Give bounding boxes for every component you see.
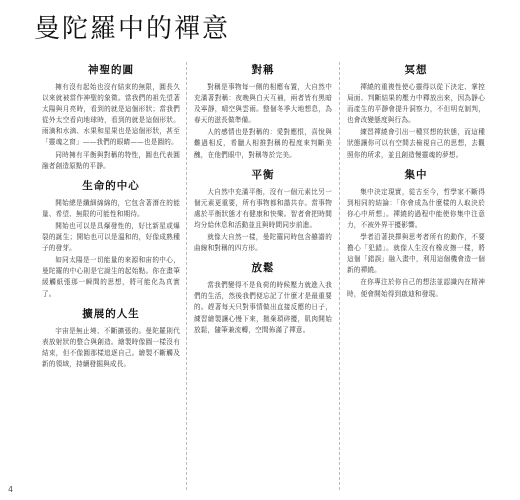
section-heading: 集中 [404,168,428,181]
article-section [42,62,180,172]
section-heading: 冥想 [404,64,428,76]
section-heading: 對稱 [251,64,275,76]
column-2 [194,58,332,488]
section-paragraph: 集中決定現實，從古至今，哲學家不斷得到相同的結論：「你會成為什麼樣的人取決於你心中所想」。禪繞的過程中能使你集中注意力，不被外界干擾影響。 [347,187,485,229]
section-paragraph: 就像大自然一樣，曼陀羅同時包含雖諧的曲線和對稱的四方形。 [194,233,332,253]
section-paragraph: 宇宙是無止境、不斷擴張的。曼陀羅則代表放射狀的整合與創造。繪製時像圓一樣沒有結束，但不像圓那樣追逐自己。繪製不斷觸及新的領域，持續發掘與成長。 [42,326,180,368]
page-title: 曼陀羅中的禪意 [34,14,231,44]
section-heading: 平衡 [251,168,275,181]
section-paragraph: 人的感情也是對稱的：愛對應恨，喜悅與難過相反，希臘人相推對稱的程度來判斷美醜，在他們眼中，對稱等於完美。 [194,128,332,159]
article-section [194,62,332,161]
article-section [42,178,180,300]
section-paragraph: 同時擁有平衡與對稱的特性，圓也代表圓融者創造原點的平靜。 [42,150,180,170]
section-paragraph: 大自然中充滿平衡，沒有一個元素比另一個元素更重要，所有事物都和諧共存。當事物處於平衡狀態才有健康和快樂。智者會把時間均分給休息和活動並且與時間同步前進。 [194,187,332,229]
article-section [194,260,332,335]
section-paragraph: 在你專注於你自己的想法並認識內在精神時，便會開始得到啟迪和發現。 [347,278,485,298]
article-section [42,306,180,370]
section-paragraph: 學者沿著抉擇與思考者所有的動作，不要擔心「犯錯」。就像人生沒有橡皮擦一樣，將這個「錯誤」融入畫中，利用這個機會造一個新的禪繞。 [347,233,485,275]
section-paragraph: 當我們變得不是負荷的時候壓力就進入我們的生活，然後我們便忘記了什麼才是最重要的。趕著每天只對事情做出直接反應的日子，練習繪製讓心慢下來，拋棄瑣碎擾，肌肉開始放鬆，隨筆兼流轉，空間佈滿了禪意。 [194,281,332,334]
column-3 [347,58,485,488]
section-paragraph: 如同太陽是一切能量的來源和宙的中心，曼陀羅的中心則是它誕生的起始點。你在畫筆緩觸紙張那一瞬間的思想，將可能化為真實了。 [42,256,180,298]
section-paragraph: 禪繞的重複性使心靈得以從下決定、掌控局面、判斷結果的壓力中釋放出來，因為靜心而產生的平靜會提升洞察力，不但明克制判，也會改變態度與行為。 [347,83,485,125]
section-heading: 神聖的圓 [88,64,134,76]
section-paragraph: 開始也可以是具爆發性的，好比新星或爆裂的誕生；開始也可以是溫和的，好像成熟種子的發芽。 [42,221,180,253]
section-heading: 生命的中心 [82,179,140,192]
section-paragraph: 練習禪繞會引出一種冥想的狀態，而這種狀態讓你可以有空間去檢視自己的思想，去觀照你的所求，並且創造慢靈魂的夢想。 [347,128,485,159]
section-heading: 擴展的人生 [82,307,140,320]
column-1 [42,58,180,488]
section-paragraph: 開始總是纖細綿綿的，它包含著潛在的能量、希望、無限的可能性和期待。 [42,198,180,218]
article-section [194,167,332,255]
column-divider [339,62,340,490]
section-paragraph: 擁有沒有起始也沒有結束的無限，圓長久以來就被當作神聖的象徵。當我們的祖先望著太陽與月亮時，看到的就是這個形狀；當我們從外太空看向地球時，看到的就是這個形狀。雨滴和水滴、水果和星果也是這個形狀，甚至「靈魂之窗」——我們的眼睛——也是圓的。 [42,83,180,147]
section-paragraph: 對稱是事物每一側的相應布置，大自然中充滿著對稱：夜晚與白天互補，兩者皆有黑暗及寧靜，晴空與雲雨。整個冬季大地想息，為春天的滋長做準備。 [194,83,332,125]
article-section [347,167,485,300]
page-number: 4 [8,485,14,494]
section-heading: 放鬆 [251,262,275,275]
column-divider [186,62,187,490]
article-section [347,62,485,161]
